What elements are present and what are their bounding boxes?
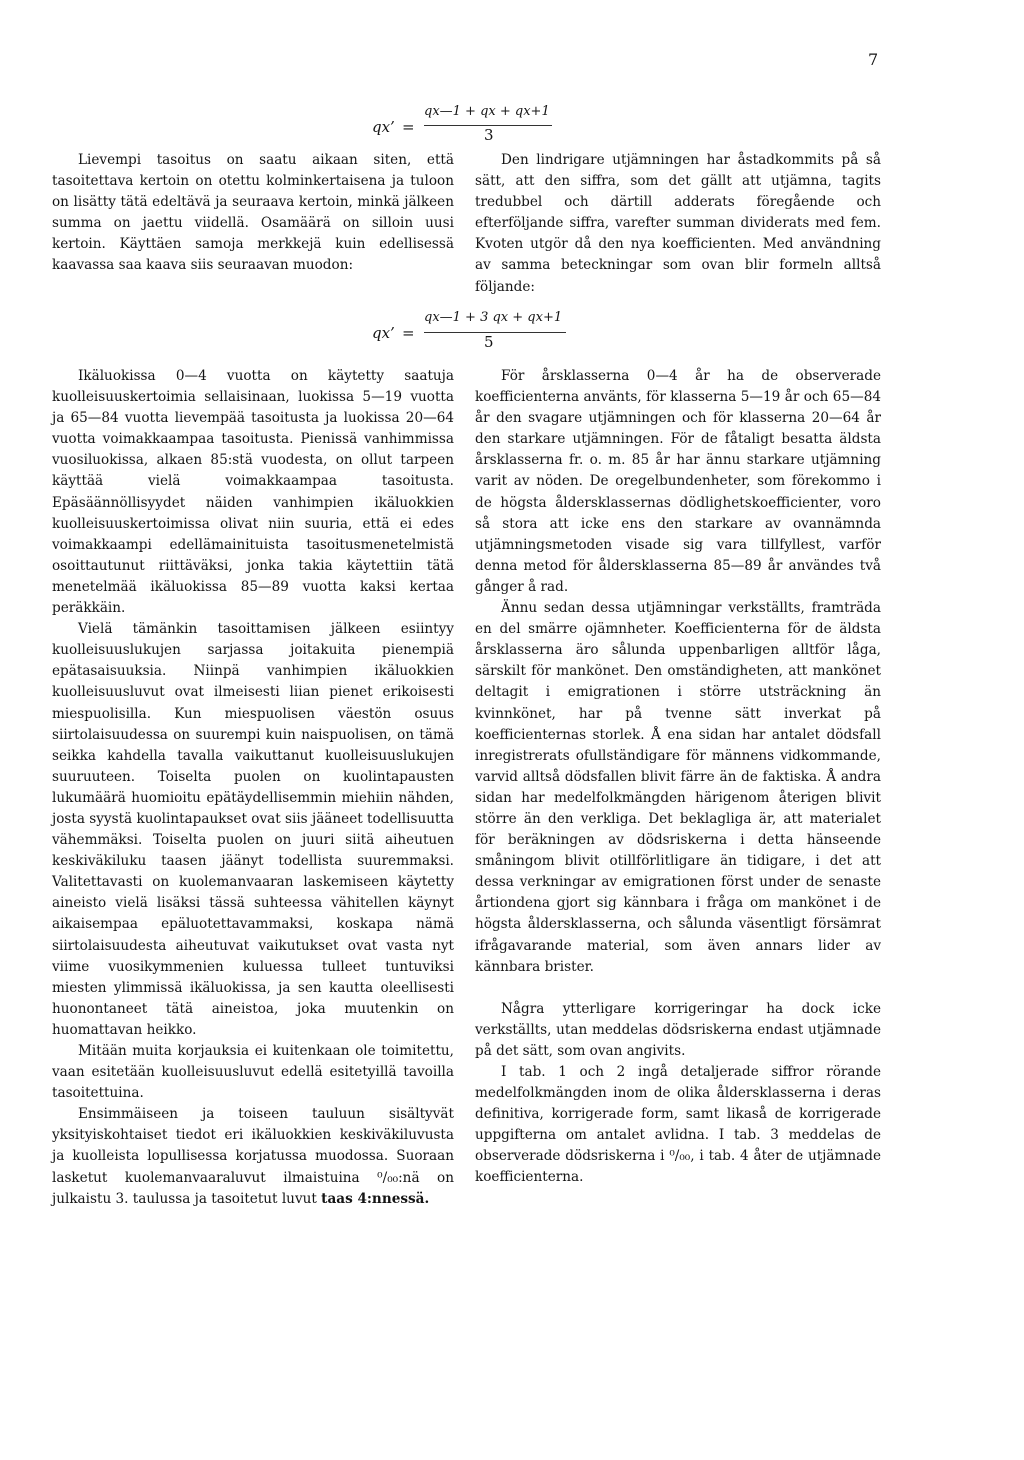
page-number: 7 [868, 50, 879, 69]
formula-three-point [372, 104, 572, 148]
finnish-intro-column [52, 150, 454, 277]
formula-denominator: 5 [484, 333, 494, 351]
formula-five-point [372, 312, 592, 352]
formula-equals: = [402, 118, 415, 136]
formula-lhs: qx’ [372, 324, 395, 342]
paragraph: Vielä tämänkin tasoittamisen jälkeen esiintyy kuolleisuuslukujen sarjassa joitakuita pienempiä epätasaisuuksia. Niinpä vanhimpien ikäluokkien kuolleisuusluvut ovat ilmeisesti liian pienet erikoisesti miespuolisilla. Kun miespuolisen väestön osuus siirtolaisuudessa on suurempi kuin naispuolisen, on tämä seikka kahdella tavalla vaikuttanut kuolleisuuslukujen suuruuteen. Toiselta puolen on kuolintapausten lukumäärä huomioitu epätäydellisemmin miehiin nähden, josta syystä kuolintapaukset ovat siis jääneet todellisuutta vähemmäksi. Toiselta puolen on juuri siitä aiheutuen keskiväkiluku taasen jäänyt todellista suuremmaksi. Valitettavasti on kuolemanvaaran laskemiseen käytetty aineisto vielä lisäksi tässä suhteessa vähitellen käynyt aikaisempaa epäluotettavammaksi, koskapa nämä siirtolaisuudesta aiheutuvat vaikutukset ovat vasta nyt viime vuosikymmenien kuluessa tulleet tuntuviksi miesten ylimmissä ikäluokissa, ja sen kautta oleellisesti huonontaneet tätä aineistoa, joka muutenkin on huomattavan heikko. [52, 621, 454, 1038]
paragraph-text: Ensimmäiseen ja toiseen tauluun sisältyvät yksityiskohtaiset tiedot eri ikäluokkien keskiväkiluvusta ja kuolleista lopullisessa korjatussa muodossa. Suoraan lasketut kuolemanvaaraluvut ilmaistuina ⁰/₀₀:nä on julkaistu 3. taulussa ja tasoitetut luvut [52, 1106, 454, 1207]
swedish-main-column [475, 366, 881, 1189]
formula-numerator: qx—1 + qx + qx+1 [424, 104, 550, 119]
paragraph: Ikäluokissa 0—4 vuotta on käytetty saatuja kuolleisuuskertoimia sellaisinaan, luokissa 5—19 vuotta ja 65—84 vuotta lievempää tasoitusta ja luokissa 20—64 vuotta voimakkaampaa tasoitusta. Pienissä vanhimmissa vuosiluokissa, alkaen 85:stä vuodesta, on ollut tarpeen käyttää vielä voimakkaampaa tasoitusta. Epäsäännöllisyydet näiden vanhimpien ikäluokkien kuolleisuuskertoimissa olivat niin suuria, että ei edes voimakkaampi edellämainituista tasoitusmenetelmistä osoittautunut riittäväksi, jonka takia käytettiin tätä menetelmää ikäluokissa 85—89 vuotta kaksi kertaa peräkkäin. [52, 368, 454, 617]
paragraph: Några ytterligare korrigeringar ha dock icke verkställts, utan meddelas dödsriskerna endast utjämnade på det sätt, som ovan angivits. [475, 1000, 881, 1059]
finnish-main-column [52, 366, 454, 1210]
formula-denominator: 3 [484, 126, 494, 144]
paragraph [52, 1104, 454, 1209]
paragraph: Lievempi tasoitus on saatu aikaan siten, että tasoitettava kertoin on otettu kolminkertaisena ja tuloon on lisätty tätä edeltävä ja seuraava kertoin, minkä jälkeen summa on jaettu viidellä. Osamäärä on silloin uusi kertoin. Käyttäen samoja merkkejä kuin edellisessä kaavassa saa kaava siis seuraavan muodon: [52, 152, 454, 274]
paragraph: I tab. 1 och 2 ingå detaljerade siffror rörande medelfolkmängden inom de olika åldersklasserna i deras definitiva, korrigerade form, samt likaså de korrigerade uppgifterna om antalet avlidna. I tab. 3 meddelas de observerade dödsriskerna i ⁰/₀₀, i tab. 4 åter de utjämnade koefficienterna. [475, 1064, 881, 1186]
paragraph: Den lindrigare utjämningen har åstadkommits på så sätt, att den siffra, som det gällt att utjämna, tagits tredubbel och därtill adderats föregående och efterföljande siffra, varefter summan dividerats med fem. Kvoten utgör då den nya koefficienten. Med användning av samma beteckningar som ovan blir formeln alltså följande: [475, 152, 881, 295]
formula-lhs: qx’ [372, 118, 395, 136]
paragraph: För årsklasserna 0—4 år ha de observerade koefficienterna använts, för klasserna 5—19 år och 65—84 år den svagare utjämningen och för klasserna 20—64 år den starkare utjämningen. För de fåtaligt besatta äldsta årsklasserna fr. o. m. 85 år har ännu starkare utjämning varit av nöden. De oregelbundenheter, som förekommo i de högsta åldersklassernas dödlighetskoefficienter, voro så stora att icke ens den starkare av ovannämnda utjämningsmetoden visade sig vara tillfyllest, varför denna metod för åldersklasserna 85—89 år användes två gånger å rad. [475, 368, 881, 595]
formula-equals: = [402, 324, 415, 342]
paragraph: Ännu sedan dessa utjämningar verkställts, framträda en del smärre ojämnheter. Koefficienterna för de äldsta årsklasserna äro sålunda uppenbarligen alltför låga, särskilt för mankönet. Den omständigheten, att mankönet deltagit i emigrationen i större utsträckning än kvinnkönet, har på tvenne sätt inverkat på koefficienternas storlek. Å ena sidan har antalet dödsfall inregistrerats ofullständigare för männens vidkommande, varvid alltså dödsfallen blivit färre än de faktiska. Å andra sidan har medelfolkmängden härigenom återigen blivit större än den verkliga. Det beklagliga är, att materialet för beräkningen av dödsriskerna i detta hänseende småningom blivit otillförlitligare än tidigare, i det att dessa verkningar av emigrationen först under de senaste årtiondena gjort sig kännbara i fråga om mankönet i de högsta åldersklasserna, och sålunda väsentligt försämrat ifrågavarande material, som även annars lider av kännbara brister. [475, 600, 881, 975]
swedish-intro-column [475, 150, 881, 298]
paragraph-text-bold: taas 4:nnessä. [321, 1190, 430, 1207]
fraction-bar [424, 332, 566, 333]
paragraph: Mitään muita korjauksia ei kuitenkaan ole toimitettu, vaan esitetään kuolleisuusluvut edellä esitetyillä tavoilla tasoitettuina. [52, 1043, 454, 1102]
formula-numerator: qx—1 + 3 qx + qx+1 [424, 310, 563, 325]
